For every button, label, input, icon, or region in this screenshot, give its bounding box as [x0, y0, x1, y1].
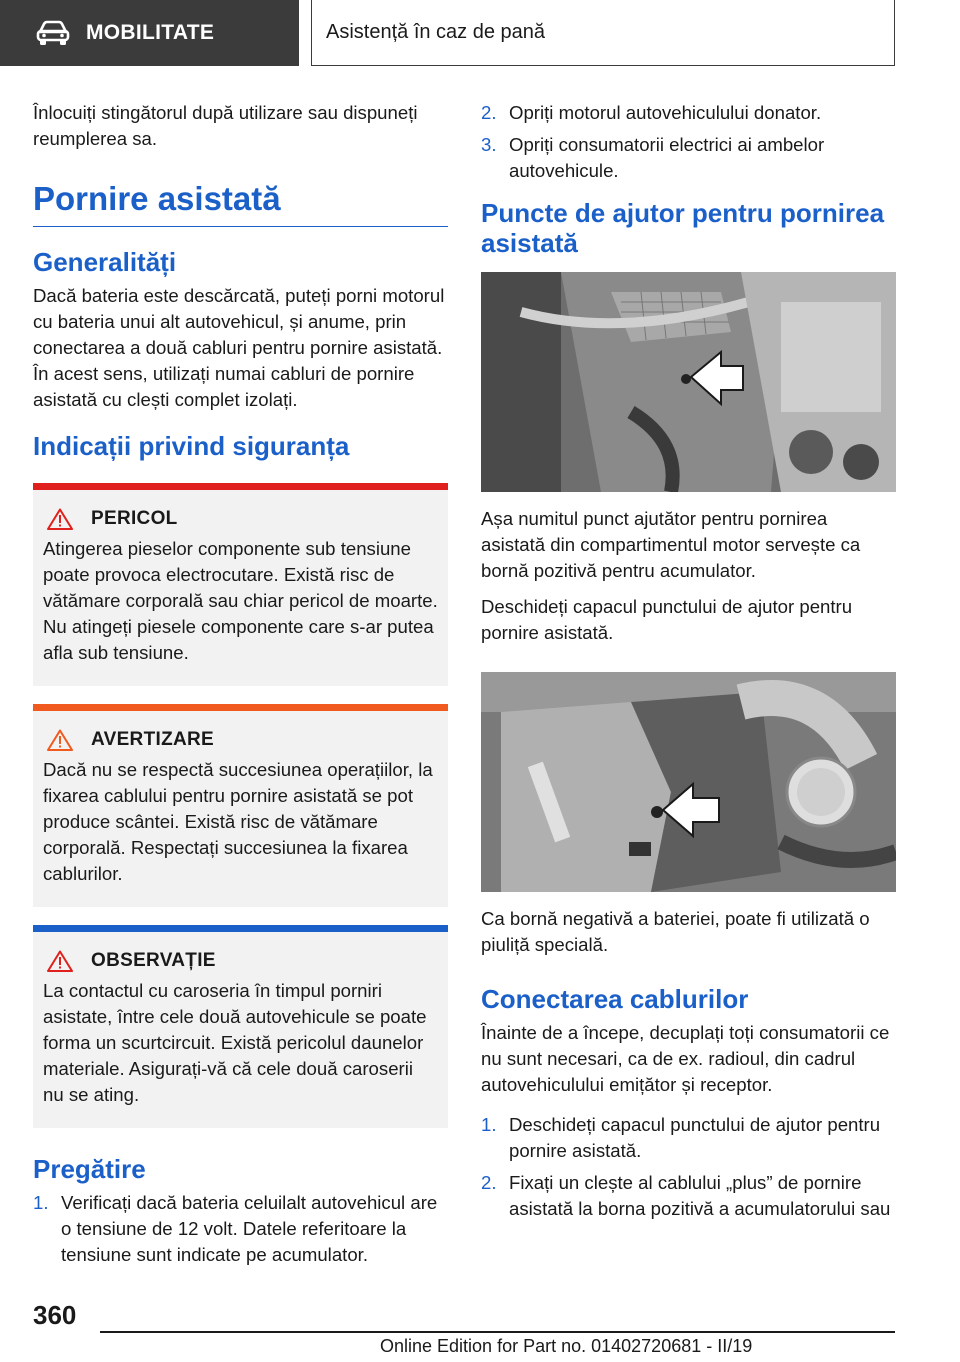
notice-text: La contactul cu caroseria în timpul porniri asistate, între cele două autovehicule se poate forma un scurtcircuit. Există pericolul daunelor materiale. Asigurați-vă că cele două caroserii nu se ating. — [43, 980, 427, 1105]
notice-header — [43, 950, 438, 972]
page-title: Pornire asistată — [33, 180, 448, 227]
points-paragraph-2: Deschideți capacul punctului de ajutor pentru pornire asistată. — [481, 596, 853, 643]
warning-header — [43, 729, 438, 751]
list-item — [481, 1170, 896, 1222]
points-paragraph-1: Așa numitul punct ajutător pentru pornirea asistată din compartimentul motor servește ca bornă pozitivă pentru acumulator. — [481, 508, 861, 581]
danger-header — [43, 508, 438, 530]
step-text: Opriți motorul autovehiculului donator. — [509, 102, 822, 123]
warning-triangle-icon — [47, 729, 73, 751]
connect-heading: Conectarea cablurilor — [481, 984, 749, 1014]
connect-paragraph: Înainte de a începe, decuplați toți consumatorii ce nu sunt necesari, ca de ex. radioul, din cadrul autovehiculului emițător și receptor. — [481, 1022, 890, 1095]
list-item — [481, 132, 896, 184]
safety-heading: Indicații privind siguranța — [33, 431, 350, 461]
general-heading: Generalități — [33, 247, 177, 277]
warning-title: AVERTIZARE — [91, 729, 214, 750]
steps-top — [481, 100, 896, 184]
step-number: 3. — [481, 134, 497, 155]
notice-title: OBSERVAȚIE — [91, 950, 216, 971]
prep-steps — [33, 1190, 448, 1268]
warning-triangle-icon — [47, 950, 73, 972]
danger-box — [33, 483, 448, 686]
warning-text: Dacă nu se respectă succesiunea operațiilor, la fixarea cablului pentru pornire asistată se pot produce scântei. Există risc de vătămare corporală. Respectați succesiunea la fixarea cablurilor. — [43, 759, 433, 884]
footer-divider — [100, 1331, 895, 1333]
left-column — [33, 100, 448, 1274]
intro-paragraph: Înlocuiți stingătorul după utilizare sau dispuneți reumplerea sa. — [33, 102, 418, 149]
chapter-tab — [311, 0, 895, 66]
list-item — [481, 1112, 896, 1164]
section-tab — [0, 0, 299, 66]
step-number: 2. — [481, 1172, 497, 1193]
notice-box — [33, 925, 448, 1128]
points-heading: Puncte de ajutor pentru pornirea asistată — [481, 198, 885, 258]
car-icon — [36, 20, 70, 46]
step-text: Fixați un clește al cablului „plus” de pornire asistată la borna pozitivă a acumulatorului sau — [509, 1172, 891, 1219]
step-number: 1. — [33, 1192, 49, 1213]
connect-steps — [481, 1112, 896, 1222]
page-header — [0, 0, 960, 68]
step-text: Verificați dacă bateria celuilalt autovehicul are o tensiune de 12 volt. Datele referitoare la tensiune sunt indicate pe acumulator. — [61, 1192, 438, 1265]
warning-box — [33, 704, 448, 907]
section-title: MOBILITATE — [86, 21, 215, 44]
engine-photo-negative — [481, 672, 896, 892]
engine-photo-positive — [481, 272, 896, 492]
danger-title: PERICOL — [91, 508, 178, 529]
warning-triangle-icon — [47, 508, 73, 530]
points-paragraph-3: Ca bornă negativă a bateriei, poate fi utilizată o piuliță specială. — [481, 908, 870, 955]
general-paragraph: Dacă bateria este descărcată, puteți porni motorul cu bateria unui alt autovehicul, și anume, prin conectarea a două cabluri pentru pornire asistată. În acest sens, utilizați numai cabluri de pornire asistată cu clești complet izolați. — [33, 285, 445, 410]
footer-edition: Online Edition for Part no. 01402720681 - II/19 — [380, 1336, 753, 1356]
step-number: 1. — [481, 1114, 497, 1135]
step-text: Deschideți capacul punctului de ajutor pentru pornire asistată. — [509, 1114, 881, 1161]
step-number: 2. — [481, 102, 497, 123]
danger-text: Atingerea pieselor componente sub tensiune poate provoca electrocutare. Există risc de vătămare corporală sau chiar pericol de moarte. Nu atingeți piesele componente care s-ar putea afla sub tensiune. — [43, 538, 438, 663]
list-item — [481, 100, 896, 126]
prep-heading: Pregătire — [33, 1154, 146, 1184]
step-text: Opriți consumatorii electrici ai ambelor autovehicule. — [509, 134, 825, 181]
right-column — [481, 100, 896, 1228]
page-number: 360 — [33, 1300, 77, 1330]
chapter-title: Asistență în caz de pană — [326, 21, 546, 43]
list-item — [33, 1190, 448, 1268]
